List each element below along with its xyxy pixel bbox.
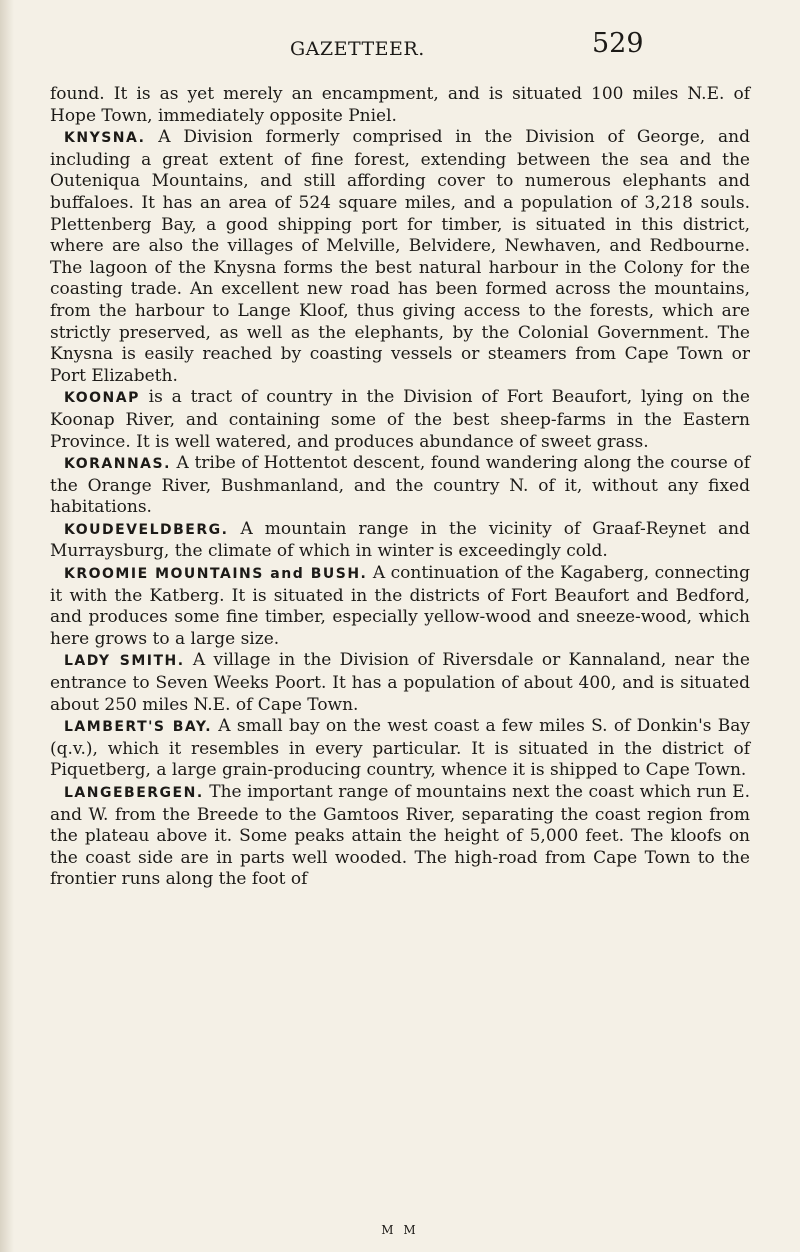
entry-text: A continuation of the Kagaberg, connecting it with the Katberg. It is situated in the districts of Fort Beaufort and Bedford, and produces some fine timber, especially yellow-wood and sneeze-wood, which here grows to a large size. <box>50 563 750 649</box>
entry-headword: KORANNAS. <box>64 456 171 473</box>
entry-kroomie <box>50 563 750 650</box>
entry-text: found. It is as yet merely an encampment, and is situated 100 miles N.E. of Hope Town, immediately opposite Pniel. <box>50 84 750 126</box>
gazetteer-body <box>50 84 750 891</box>
entry-headword: KOUDEVELDBERG. <box>64 521 229 538</box>
entry-lamberts-bay <box>50 716 750 782</box>
entry-text: The important range of mountains next the coast which run E. and W. from the Breede to the Gamtoos River, separating the coast region from the plateau above it. Some peaks attain the height of 5,000 feet. The kloofs on the coast side are in parts well wooded. The high-road from Cape Town to the frontier runs along the foot of <box>50 782 750 890</box>
entry-langebergen <box>50 782 750 891</box>
printer-signature: M M <box>381 1223 419 1237</box>
page-header <box>0 28 800 68</box>
entry-koonap <box>50 387 750 453</box>
entry-headword: KROOMIE MOUNTAINS and BUSH. <box>64 566 368 583</box>
entry-headword: LADY SMITH. <box>64 653 185 670</box>
page-edge-shadow <box>0 0 14 1252</box>
page-number: 529 <box>592 28 644 59</box>
entry-text: A mountain range in the vicinity of Graaf-Reynet and Murraysburg, the climate of which in winter is exceedingly cold. <box>50 518 750 562</box>
entry-koudeveldberg <box>50 519 750 563</box>
entry-korannas <box>50 453 750 519</box>
entry-lady-smith <box>50 650 750 716</box>
entry-text: is a tract of country in the Division of Fort Beaufort, lying on the Koonap River, and containing some of the best sheep-farms in the Eastern Province. It is well watered, and produces abundance of sweet grass. <box>50 387 750 452</box>
entry-text: A Division formerly comprised in the Division of George, and including a great extent of fine forest, extending between the sea and the Outeniqua Mountains, and still affording cover to numerous elephants and buffaloes. It has an area of 524 square miles, and a population of 3,218 souls. Plettenberg Bay, a good shipping port for timber, is situated in this district, where are also the villages of Melville, Belvidere, Newhaven, and Redbourne. The lagoon of the Knysna forms the best natural harbour in the Colony for the coasting trade. An excellent new road has been formed across the mountains, from the harbour to Lange Kloof, thus giving access to the forests, which are strictly preserved, as well as the elephants, by the Colonial Government. The Knysna is easily reached by coasting vessels or steamers from Cape Town or Port Elizabeth. <box>50 127 750 386</box>
entry-text: A small bay on the west coast a few miles S. of Donkin's Bay (q.v.), which it resembles in every particular. It is situated in the district of Piquetberg, a large grain-producing country, whence it is shipped to Cape Town. <box>50 716 750 781</box>
entry-headword: KNYSNA. <box>64 130 146 147</box>
entry-headword: LANGEBERGEN. <box>64 785 204 801</box>
entry-text: A village in the Division of Riversdale or Kannaland, near the entrance to Seven Weeks Poort. It has a population of about 400, and is situated about 250 miles N.E. of Cape Town. <box>50 650 750 715</box>
entry-text: A tribe of Hottentot descent, found wandering along the course of the Orange River, Bushmanland, and the country N. of it, without any fixed habitations. <box>50 453 750 518</box>
entry-headword: LAMBERT'S BAY. <box>64 719 213 736</box>
running-head: GAZETTEER. <box>290 38 425 60</box>
entry-knysna <box>50 127 750 387</box>
entry-headword: KOONAP <box>64 390 140 407</box>
entry-continuation <box>50 84 750 127</box>
